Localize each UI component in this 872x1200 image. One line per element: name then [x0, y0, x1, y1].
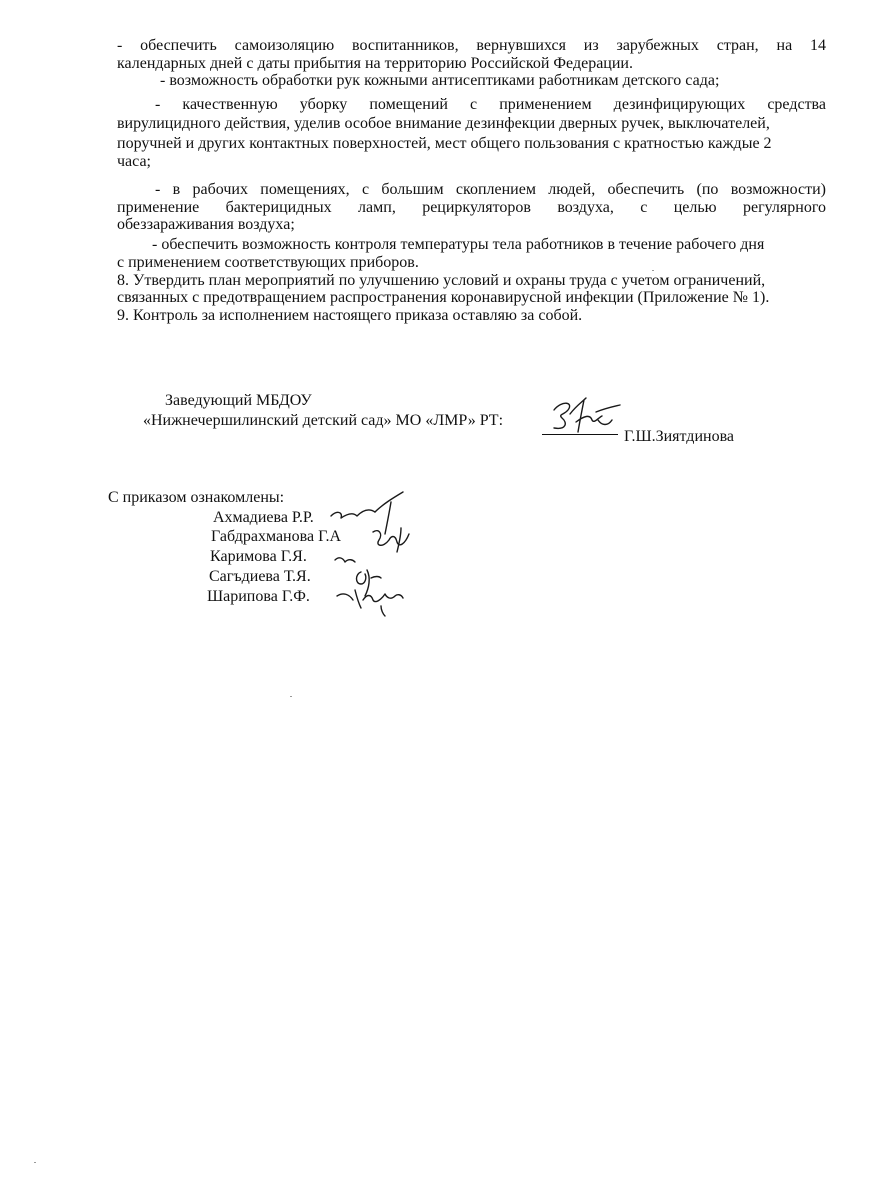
paragraph-line: вирулицидного действия, уделив особое внимание дезинфекции дверных ручек, выключателей,: [117, 115, 770, 132]
paragraph-line: обеззараживания воздуха;: [117, 216, 295, 233]
signature-organization: «Нижнечершилинский детский сад» МО «ЛМР» РТ:: [143, 412, 504, 429]
paragraph-line: с применением соответствующих приборов.: [117, 254, 419, 271]
paragraph-line: 9. Контроль за исполнением настоящего приказа оставляю за собой.: [117, 307, 583, 324]
acquainted-person: Каримова Г.Я.: [210, 548, 307, 565]
acquainted-person: Шарипова Г.Ф.: [207, 588, 310, 605]
head-signature-graphic: [540, 390, 622, 440]
acquainted-heading: С приказом ознакомлены:: [108, 489, 285, 506]
paragraph-line: часа;: [117, 153, 151, 170]
paragraph-line: - обеспечить самоизоляцию воспитанников, вернувшихся из зарубежных стран, на 14: [117, 37, 826, 54]
acquainted-person: Ахмадиева Р.Р.: [213, 509, 314, 526]
paragraph-line: 8. Утвердить план мероприятий по улучшению условий и охраны труда с учетом ограничений,: [117, 272, 766, 289]
paragraph-line: - возможность обработки рук кожными антисептиками работникам детского сада;: [160, 72, 720, 89]
signature-name: Г.Ш.Зиятдинова: [624, 428, 735, 445]
scan-speck: [34, 1162, 36, 1163]
staff-signature-graphic: [325, 488, 415, 618]
paragraph-line: поручней и других контактных поверхностей, мест общего пользования с кратностью каждые 2: [117, 135, 772, 152]
signature-title: Заведующий МБДОУ: [165, 392, 312, 409]
paragraph-line: - обеспечить возможность контроля температуры тела работников в течение рабочего дня: [152, 236, 765, 253]
paragraph-line: - качественную уборку помещений с применением дезинфицирующих средства: [155, 96, 826, 113]
paragraph-line: применение бактерицидных ламп, рециркуляторов воздуха, с целью регулярного: [117, 199, 826, 216]
paragraph-line: связанных с предотвращением распространения коронавирусной инфекции (Приложение № 1).: [117, 289, 770, 306]
scan-speck: [652, 270, 654, 271]
paragraph-line: календарных дней с даты прибытия на территорию Российской Федерации.: [117, 55, 633, 72]
paragraph-line: - в рабочих помещениях, с большим скоплением людей, обеспечить (по возможности): [155, 181, 826, 198]
scan-speck: [290, 696, 292, 697]
acquainted-person: Габдрахманова Г.А: [211, 528, 342, 545]
acquainted-person: Сагъдиева Т.Я.: [209, 568, 311, 585]
